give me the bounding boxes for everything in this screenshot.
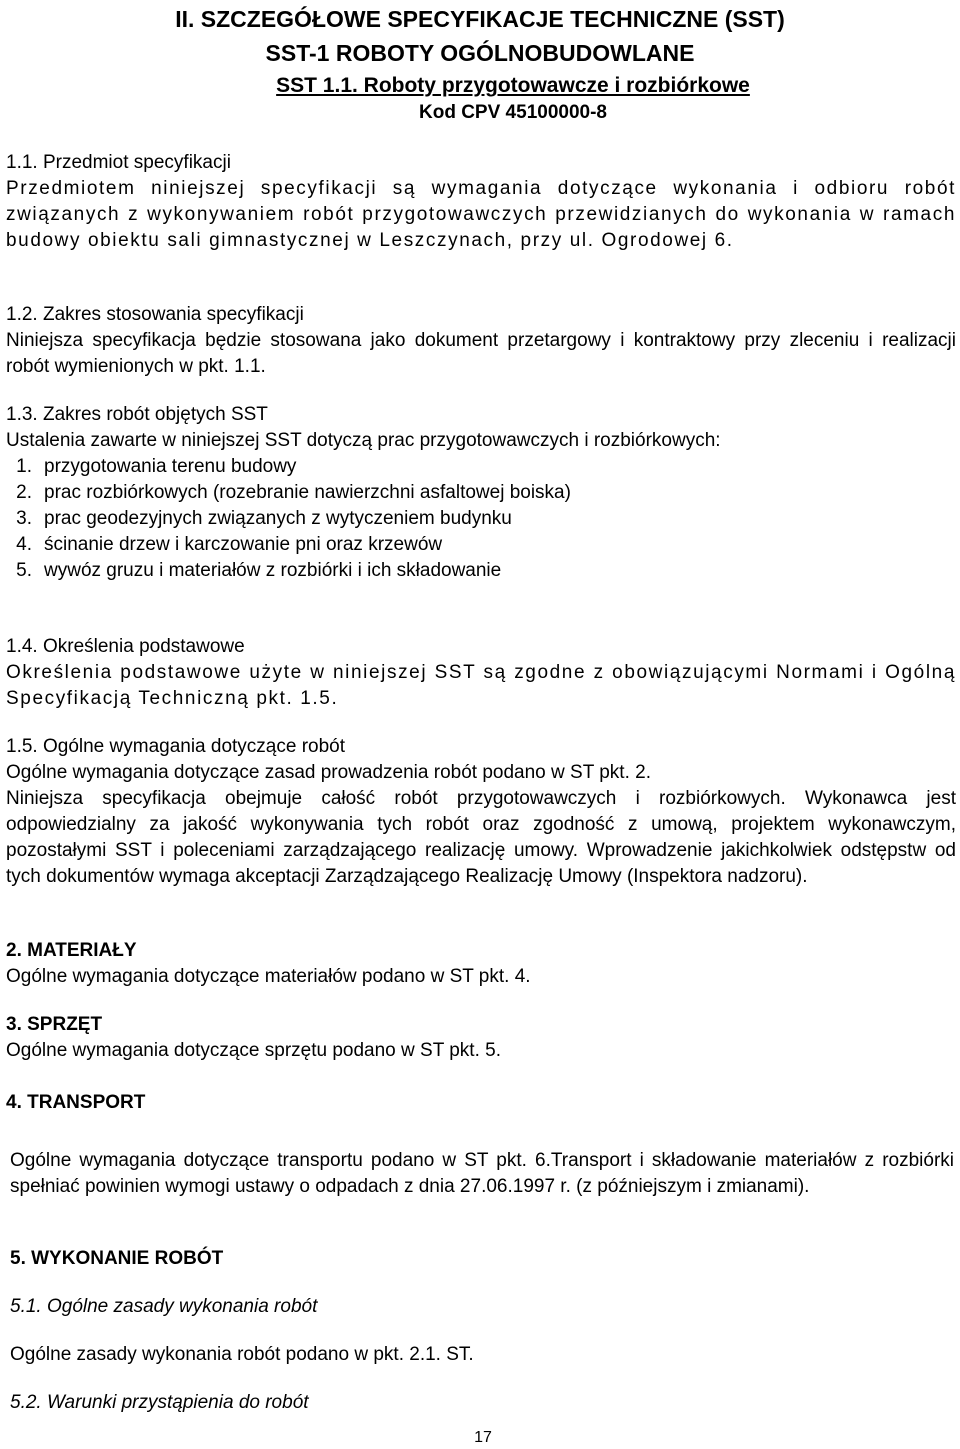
- document-title: II. SZCZEGÓŁOWE SPECYFIKACJE TECHNICZNE (SST): [175, 6, 785, 32]
- list-item: 1. przygotowania terenu budowy: [16, 456, 297, 477]
- document-subtitle: SST-1 ROBOTY OGÓLNOBUDOWLANE: [265, 40, 695, 66]
- section-1-5-body-2: Niniejsza specyfikacja obejmuje całość robót przygotowawczych i rozbiórkowych. Wykonawca jest odpowiedzialny za jakość wykonywania tych robót oraz zgodność z umową, projektem wykonawczym, pozostałymi SST i poleceniami zarządzającego realizację umowy. Wprowadzenie jakichkolwiek odstępstw od tych dokumentów wymaga akceptacji Zarządzającego Realizację Umowy (Inspektora nadzoru).: [6, 788, 956, 887]
- section-4-body: Ogólne wymagania dotyczące transportu podano w ST pkt. 6.Transport i składowanie materiałów z rozbiórki spełniać powinien wymogi ustawy o odpadach z dnia 27.06.1997 r. (z późniejszym i zmianami).: [10, 1150, 954, 1197]
- section-1-1-title: 1.1. Przedmiot specyfikacji: [6, 152, 231, 173]
- section-5-title: 5. WYKONANIE ROBÓT: [10, 1248, 224, 1269]
- section-5-1-title: 5.1. Ogólne zasady wykonania robót: [10, 1296, 318, 1317]
- section-2-body: Ogólne wymagania dotyczące materiałów podano w ST pkt. 4.: [6, 966, 531, 987]
- section-1-2-title: 1.2. Zakres stosowania specyfikacji: [6, 304, 304, 325]
- cpv-code: Kod CPV 45100000-8: [419, 102, 607, 123]
- section-1-3-intro: Ustalenia zawarte w niniejszej SST dotyczą prac przygotowawczych i rozbiórkowych:: [6, 430, 721, 451]
- section-1-4-body: Określenia podstawowe użyte w niniejszej SST są zgodne z obowiązującymi Normami i Ogólną Specyfikacją Techniczną pkt. 1.5.: [6, 662, 956, 709]
- page-number: 17: [474, 1429, 492, 1446]
- scope-list: [6, 454, 956, 584]
- section-1-3-title: 1.3. Zakres robót objętych SST: [6, 404, 268, 425]
- list-item: 2. prac rozbiórkowych (rozebranie nawierzchni asfaltowej boiska): [16, 482, 571, 503]
- list-item: 3. prac geodezyjnych związanych z wytyczeniem budynku: [16, 508, 512, 529]
- section-4-title: 4. TRANSPORT: [6, 1092, 146, 1113]
- section-5-2-title: 5.2. Warunki przystąpienia do robót: [10, 1392, 309, 1413]
- list-item: 5. wywóz gruzu i materiałów z rozbiórki i ich składowanie: [16, 560, 502, 581]
- section-5-1-body: Ogólne zasady wykonania robót podano w pkt. 2.1. ST.: [10, 1344, 474, 1365]
- section-1-4-title: 1.4. Określenia podstawowe: [6, 636, 245, 657]
- section-1-1-body: Przedmiotem niniejszej specyfikacji są wymagania dotyczące wykonania i odbioru robót związanych z wykonywaniem robót przygotowawczych przewidzianych do wykonania w ramach budowy obiektu sali gimnastycznej w Leszczynach, przy ul. Ogrodowej 6.: [6, 178, 956, 251]
- section-3-body: Ogólne wymagania dotyczące sprzętu podano w ST pkt. 5.: [6, 1040, 501, 1061]
- section-1-2-body: Niniejsza specyfikacja będzie stosowana jako dokument przetargowy i kontraktowy przy zleceniu i realizacji robót wymienionych w pkt. 1.1.: [6, 330, 956, 377]
- section-1-5-title: 1.5. Ogólne wymagania dotyczące robót: [6, 736, 346, 757]
- section-title: SST 1.1. Roboty przygotowawcze i rozbiórkowe: [276, 74, 750, 97]
- section-1-5-body-1: Ogólne wymagania dotyczące zasad prowadzenia robót podano w ST pkt. 2.: [6, 762, 651, 783]
- section-2-title: 2. MATERIAŁY: [6, 940, 137, 961]
- list-item: 4. ścinanie drzew i karczowanie pni oraz krzewów: [16, 534, 443, 555]
- section-3-title: 3. SPRZĘT: [6, 1014, 103, 1035]
